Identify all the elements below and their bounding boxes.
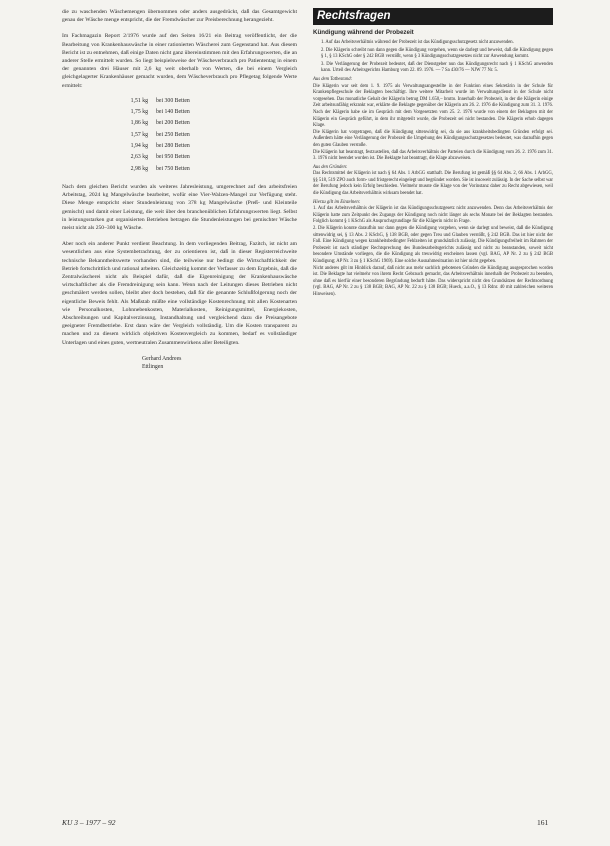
list-item: 1. Auf das Arbeitsverhältnis während der Probezeit ist das Kündigungsschutzgesetz nicht anzuwenden. (321, 40, 514, 45)
table-row: 1,94 kg bei 280 Betten (130, 143, 190, 150)
section-text: Das Rechtsmittel der Klägerin ist nach § 64 Abs. 1 ArbGG statthaft. Die Berufung ist gemäß §§ 64 Abs. 2, 66 Abs. 1 ArbGG, §§ 518, 519 ZPO auch form- und fristgerecht eingelegt und begründet worden. Sie ist insoweit zulässig. In der Sache selbst war der Berufung jedoch kein Erfolg beschieden. Vielmehr musste die Klage von der Vorinstanz daher zu Recht abgewiesen, weil die Kündigung das Arbeitsverhältnis wirksam beendet hat. (313, 171, 553, 197)
section-banner: Rechtsfragen (313, 8, 553, 25)
section-text: 1. Auf das Arbeitsverhältnis der Klägerin ist das Kündigungsschutzgesetz nicht anzuwenden. Denn das Arbeitsverhältnis der Klägerin hatte zum Zeitpunkt des Zugangs der Kündigung noch nicht länger als sechs Monate bei der Beklagten bestanden. Folglich kommt § 1 KSchG als Anspruchsgrundlage für die Klägerin nicht in Frage. (313, 206, 553, 225)
section (313, 226, 553, 266)
section (313, 165, 553, 198)
section-label: Hierzu gilt im Einzelnen: (313, 199, 361, 205)
table-row: 2,63 kg bei 950 Betten (130, 154, 190, 161)
section-label: Aus den Gründen: (313, 164, 348, 170)
section (313, 266, 553, 299)
list-item: 3. Die Verlängerung der Probezeit bedeutet, daß der Dienstgeber nun das Kündigungsrecht nach § 1 KSchG anwenden kann. Urteil des Arbeitsgerichts Hamburg vom 22. 09. 1976. — 7 Sa 430/76 — NJW 77 Nr. 5. (321, 61, 553, 74)
table-row: 1,75 kg bei 140 Betten (130, 109, 190, 116)
section-text: Die Klägerin hat vorgetragen, daß die Kündigung sittenwidrig sei, da sie aus krankheitsbedingten Gründen erfolgt sei. Außerdem hätte eine Verlängerung der Probezeit die Umgehung des Kündigungsschutzgesetzes bedeutet, was daraufhin gegen den guten Glauben verstoße. (313, 129, 553, 148)
section-text: Die Klägerin hat beantragt, festzustellen, daß das Arbeitsverhältnis der Parteien durch die Kündigung vom 26. 2. 1976 zum 31. 3. 1976 nicht beendet worden ist. Die Beklagte hat beantragt, die Klage abzuweisen. (313, 149, 553, 162)
section (313, 200, 553, 226)
headnote-list (313, 40, 553, 75)
consumption-table (122, 96, 297, 175)
right-column (313, 8, 553, 299)
section-text: 2. Die Klägerin konnte daraufhin nur dann gegen die Kündigung vorgehen, wenn sie darlegt und beweist, daß die Kündigung sittenwidrig sei, § 13 Abs. 2 KSchG, § 138 BGB, oder gegen Treu und Glauben verstößt, § 242 BGB. Das ist hier nicht der Fall. Eine Kündigung wegen krankheitsbedingter Fehlzeiten ist grundsätzlich zulässig. Die Kündigungsfreiheit im Rahmen der Probezeit ist nach ständiger Rechtsprechung des Bundesarbeitsgerichts zulässig und nicht zu beanstanden, soweit nicht besondere Umstände vorliegen, die die Kündigung als treuwidrig erscheinen lassen (vgl. BAG, AP Nr. 2 zu § 242 BGB Kündigung; AP Nr. 3 zu § 1 KSchG 1969). Eine solche Ausnahmesituation ist hier nicht gegeben. (313, 226, 553, 264)
author-location: Ettlingen (142, 363, 164, 370)
paragraph: Im Fachmagazin Report 2/1976 wurde auf den Seiten 16/21 ein Beitrag veröffentlicht, der die Bearbeitung von Krankenhauswäsche in einer rationierten Wäscherei zum Gegenstand hat. Aus diesem Bericht ist zu entnehmen, daß einige Daten nicht ganz übereinstimmen mit den Erfahrungswerten, die an anderer Stelle ermittelt wurden. So liegt beispielsweise der Wäscheverbrauch pro Patiententag in einem der genannten drei Häuser mit 2,6 kg weit oberhalb von Werten, die bei einem Vergleich gleichgelagerter Krankenhäuser gemacht wurden, dem Wäscheverbrauch pro Pflegetag folgende Werte ermittelt: (62, 33, 297, 89)
author-name: Gerhard Andrees (142, 355, 182, 362)
footer-issue: KU 3 – 1977 – 92 (62, 818, 116, 827)
table-row: 1,51 kg bei 300 Betten (130, 97, 190, 104)
section (313, 77, 553, 130)
table-row: 2,98 kg bei 750 Betten (130, 165, 190, 172)
section-text: Die Klägerin war seit dem 1. 9. 1975 als Verwaltungsangestellte in der Funktion eines Sekretärin in der Schule für Krankenpflegeschule der Beklagten beschäftigt. Ihre weitere Mitarbeit wurde im Verwaltungsdienst in der Schule nicht vorgesehen. Das monatliche Gehalt der Klägerin betrug DM 1.650,– brutto. Innerhalb der Probezeit, in der die Klägerin einige Zeit arbeitsunfähig erkrankt war, erklärte die Beklagte gegenüber der Klägerin am 26. 2. 1976 die Kündigung zum 31. 3. 1976. Nach der Klägerin habe sie im Gespräch mit dem Vorgesetzten vom 25. 2. 1976 wurde von einem der Beklagten mit der Klägerin ein Gespräch geführt, in dem ihr mitgeteilt wurde, die Probezeit sei nicht bestanden. Die Klägerin erhob dagegen Klage. (313, 83, 553, 129)
paragraph: Nach dem gleichen Bericht wurden als weiteres Jahresleistung, umgerechnet auf den arbeitsfreien Arbeitstag, 2024 kg Mangelwäsche bearbeitet, wofür eine Vier-Walzen-Mangel zur Verfügung steht. Diese Menge entspricht einer Stundenleistung von 378 kg Mangelwäsche (Preß- und Kleinteile gemischt) und damit einer Leistung, die weit über den branchenüblichen Erfahrungswerten liegt. Selbst in leistungsstarken gut organisierten Betrieben betragen die Stundenleistungen bei gemischter Wäsche meist nicht als 250–300 kg Wäsche. (62, 183, 297, 231)
section (313, 150, 553, 163)
section-text: Nicht anderes gilt im Hinblick darauf, daß nicht aus mehr sachlich gebotenen Gründen die Kündigung ausgesprochen worden ist. Die Beklagte hat vielmehr von ihrem Recht Gebrauch gemacht, das Arbeitsverhältnis innerhalb der Probezeit zu beenden, ohne daß es hierfür einer besonderen Begründung bedurft hätte. Das widerspricht nicht den Grundsätzen der Rechtsordnung (vgl. BAG, AP Nr. 2 zu § 138 BGB; BAG, AP Nr. 22 zu § 138 BGB; Hueck, a.a.O., § 13 Rdnr. 40 mit zahlreichen weiteren Hinweisen). (313, 265, 553, 297)
table-row: 1,86 kg bei 200 Betten (130, 120, 190, 127)
left-column (62, 8, 297, 371)
section-label: Aus dem Tatbestand: (313, 76, 353, 82)
paragraph: Aber noch ein anderer Punkt verdient Beachtung. In dem vorliegenden Beitrag, Fazitch, ist nicht am wesentlichen aus eine Systembetrachtung, der zu orientieren ist, daß in dieser Registerreichweite technische Bekanntheitswerte vorhanden sind, die teilweise nur bedingt die Wirtschaftlichkeit der Betrieb fortschrittlich und rational arbeiten. Gleichzeitig kommt der Verfasser zu dem Ergebnis, daß die Zentralwäscherei nicht als Beispiel dafür, daß die Eigenreinigung der Krankenhauswäsche wirtschaftlicher als die Fremdreinigung sein kann. Wenn nach der Leitungen dieses Betrieben nicht geschmälert werden sollen, bleibt aber doch bestehen, daß für die genannte Schlußfolgerung noch der eigentliche Beweis fehlt. Als Maßstab müßte eine vollständige Kostenrechnung mit allen Kostenarten wie Personalkosten, Lohnnebenkosten, Materialkosten, Reinigungsmittel, Energiekosten, Abschreibungen und Kapitalverzinsung, Instandhaltung und vergleichend dazu die Preisangebote geeigneter Fremdbetriebe. Erst dann wäre der Vergleich vollständig. Um die Kosten transparent zu machen und zu diesem wirklich objektiven Kostenvergleich zu kommen, bedarf es vollständiger Unterlagen und eines guten, wertneutralen Zusammenwirkens aller Beteiligten. (62, 241, 297, 346)
table-row: 1,57 kg bei 250 Betten (130, 131, 190, 138)
list-item: 2. Die Klägerin schreibt nun dann gegen die Kündigung vorgehen, wenn sie darlegt und beweist, daß die Kündigung gegen § 1, § 13 KSchG oder § 242 BGB verstößt, wenn § 3 Kündigungsschutzgesetzes nicht zur Anwendung kommt. (321, 47, 553, 60)
section (313, 130, 553, 150)
article-title: Kündigung während der Probezeit (313, 29, 414, 36)
paragraph: die zu waschenden Wäschemengen übernommen oder anders ausgedrückt, daß das Gesamtgewicht genau der Wäsche menge entspricht, die der Fremdwäscher zur Preisberechnung herangezieht. (62, 9, 297, 24)
page-number: 161 (537, 818, 549, 827)
signature (142, 355, 297, 371)
